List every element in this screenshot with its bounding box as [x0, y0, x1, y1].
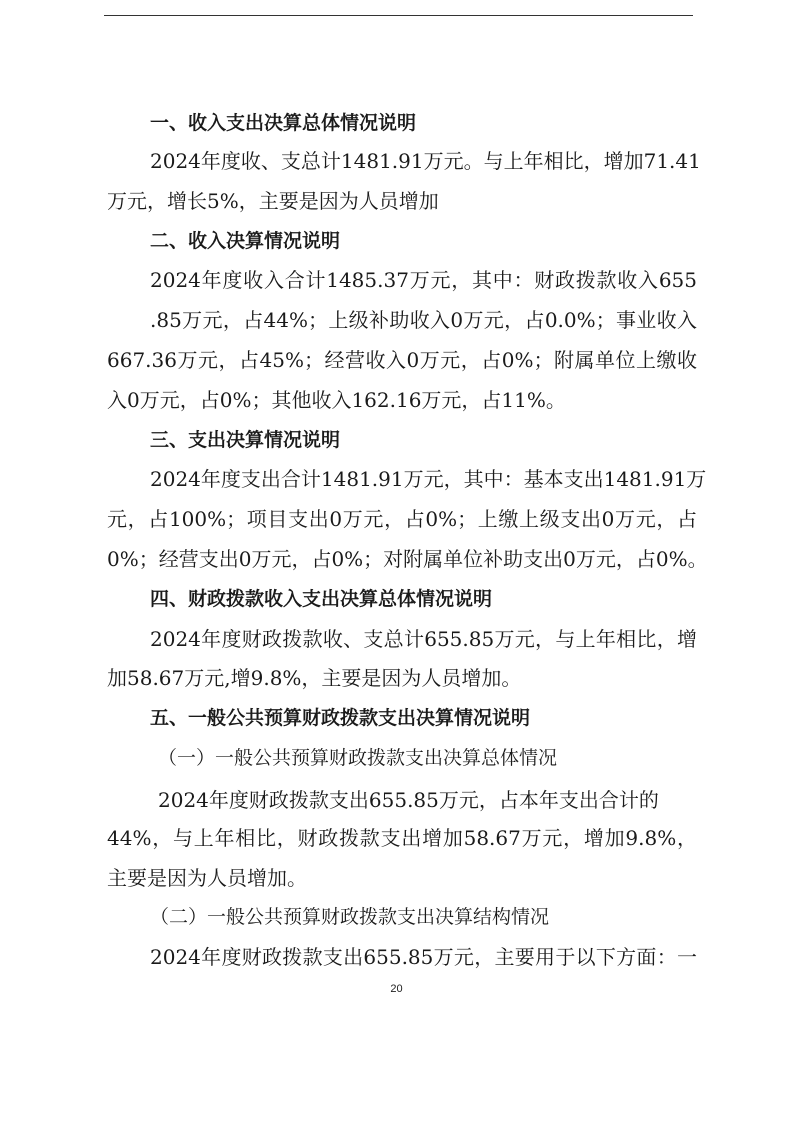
paragraph-line: 0%；经营支出0万元，占0%；对附属单位补助支出0万元，占0%。: [107, 547, 708, 571]
paragraph-line: 2024年度支出合计1481.91万元，其中：基本支出1481.91万: [150, 467, 707, 491]
subsection-heading-2: （二）一般公共预算财政拨款支出决算结构情况: [150, 906, 550, 928]
paragraph-line: .85万元，占44%；上级补助收入0万元，占0.0%；事业收入: [150, 308, 697, 332]
section-heading-1: 一、收入支出决算总体情况说明: [150, 112, 417, 134]
paragraph-line: 2024年度财政拨款支出655.85万元，占本年支出合计的: [158, 788, 659, 812]
paragraph-line: 入0万元，占0%；其他收入162.16万元，占11%。: [107, 388, 566, 412]
paragraph-line: 主要是因为人员增加。: [107, 866, 307, 890]
paragraph-line: 2024年度收、支总计1481.91万元。与上年相比，增加71.41: [150, 149, 701, 173]
paragraph-line: 2024年度收入合计1485.37万元，其中：财政拨款收入655: [150, 268, 697, 292]
header-rule: [104, 15, 693, 16]
section-heading-4: 四、财政拨款收入支出决算总体情况说明: [150, 588, 493, 610]
page-number: 20: [390, 983, 403, 995]
paragraph-line: 667.36万元，占45%；经营收入0万元，占0%；附属单位上缴收: [107, 348, 697, 372]
section-heading-5: 五、一般公共预算财政拨款支出决算情况说明: [150, 707, 531, 729]
paragraph-line: 万元，增长5%，主要是因为人员增加: [107, 189, 439, 213]
paragraph-line: 2024年度财政拨款收、支总计655.85万元，与上年相比，增: [150, 627, 697, 651]
paragraph-line: 加58.67万元,增9.8%，主要是因为人员增加。: [107, 666, 522, 690]
subsection-heading-1: （一）一般公共预算财政拨款支出决算总体情况: [158, 747, 558, 769]
paragraph-line: 元，占100%；项目支出0万元，占0%；上缴上级支出0万元，占: [107, 507, 697, 531]
paragraph-line: 44%，与上年相比，财政拨款支出增加58.67万元，增加9.8%，: [107, 826, 697, 850]
paragraph-line: 2024年度财政拨款支出655.85万元，主要用于以下方面：一: [150, 945, 697, 969]
section-heading-2: 二、收入决算情况说明: [150, 230, 341, 252]
section-heading-3: 三、支出决算情况说明: [150, 429, 341, 451]
